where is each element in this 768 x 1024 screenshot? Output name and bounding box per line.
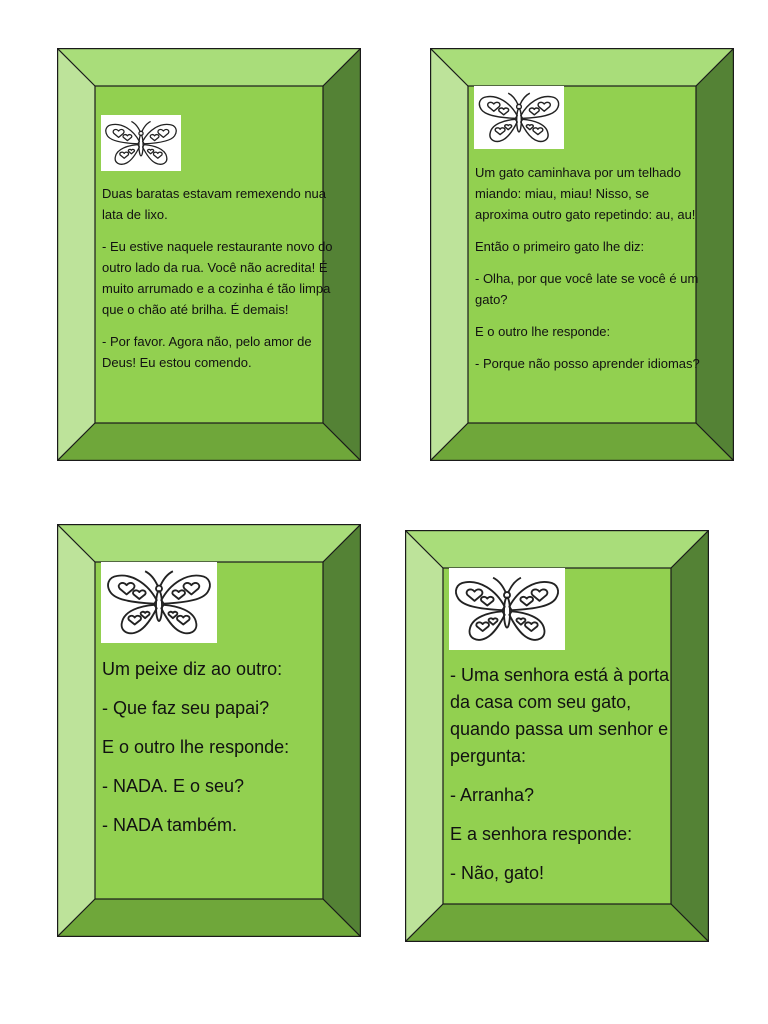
paragraph: - Que faz seu papai? bbox=[102, 698, 270, 718]
paragraph: Então o primeiro gato lhe diz: bbox=[475, 239, 645, 254]
butterfly-icon bbox=[101, 115, 181, 171]
butterfly-icon bbox=[101, 562, 217, 643]
paragraph: Duas baratas estavam remexendo nua lata de lixo. bbox=[102, 186, 327, 222]
paragraph: - Não, gato! bbox=[450, 863, 545, 883]
paragraph: - Por favor. Agora não, pelo amor de Deus! Eu estou comendo. bbox=[102, 334, 312, 370]
paragraph: Um gato caminhava por um telhado miando: miau, miau! Nisso, se aproxima outro gato repetindo: au, au! bbox=[475, 165, 696, 222]
joke-card-cockroaches bbox=[57, 48, 361, 461]
joke-text bbox=[102, 656, 327, 851]
paragraph: E o outro lhe responde: bbox=[102, 737, 290, 757]
paragraph: Um peixe diz ao outro: bbox=[102, 659, 283, 679]
butterfly-icon bbox=[474, 86, 564, 149]
paragraph: - Uma senhora está à porta da casa com seu gato, quando passa um senhor e pergunta: bbox=[450, 665, 670, 766]
joke-card-cat-scratch bbox=[405, 530, 709, 942]
paragraph: - Arranha? bbox=[450, 785, 535, 805]
paragraph: - Porque não posso aprender idiomas? bbox=[475, 356, 700, 371]
paragraph: E o outro lhe responde: bbox=[475, 324, 611, 339]
joke-card-cat-barking bbox=[430, 48, 734, 461]
butterfly-icon bbox=[449, 568, 565, 650]
joke-text bbox=[102, 183, 334, 384]
paragraph: E a senhora responde: bbox=[450, 824, 633, 844]
joke-card-fish bbox=[57, 524, 361, 937]
joke-text bbox=[450, 662, 675, 899]
paragraph: - Olha, por que você late se você é um gato? bbox=[475, 271, 699, 307]
paragraph: - NADA. E o seu? bbox=[102, 776, 245, 796]
joke-text bbox=[475, 162, 700, 385]
paragraph: - Eu estive naquele restaurante novo do outro lado da rua. Você não acredita! É muito arrumado e a cozinha é tão limpa que o chão até brilha. É demais! bbox=[102, 239, 333, 317]
paragraph: - NADA também. bbox=[102, 815, 238, 835]
